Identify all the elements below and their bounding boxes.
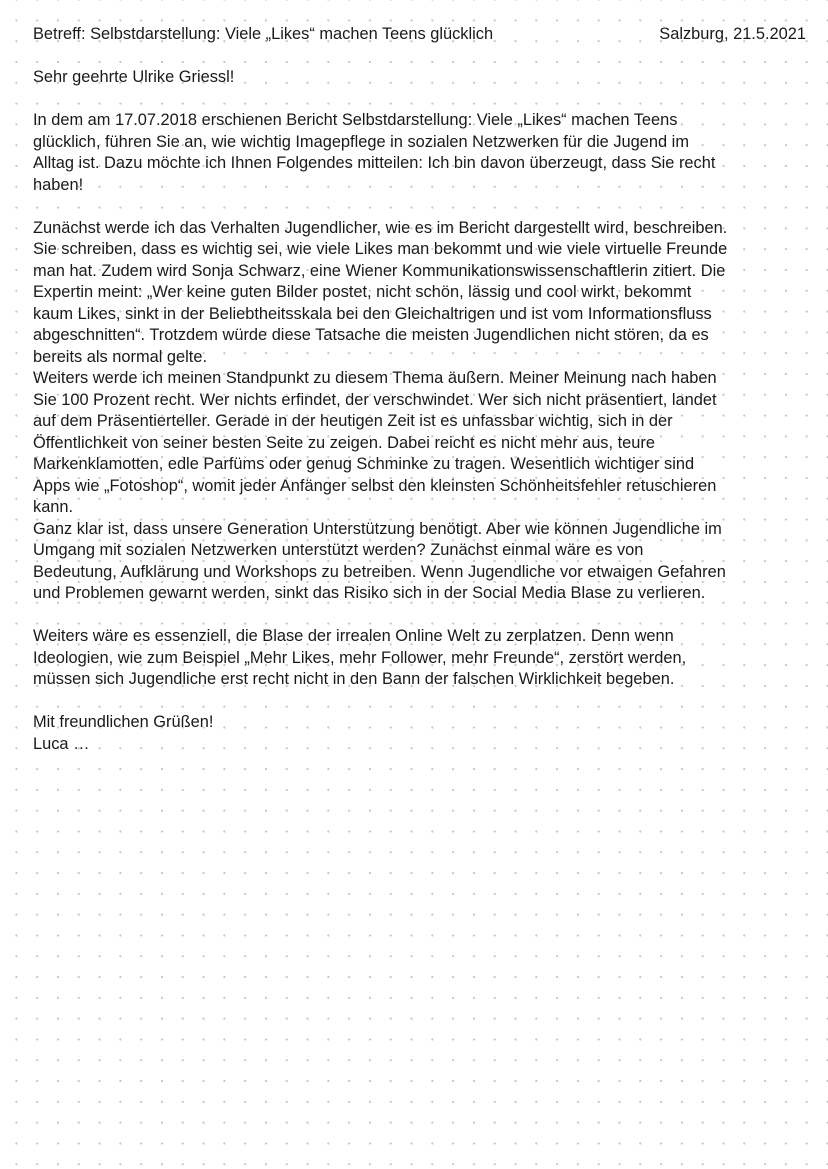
paragraph-line: kaum Likes, sinkt in der Beliebtheitsskala bei den Gleichaltrigen und ist vom Informationsfluss xyxy=(33,304,712,323)
subject-line: Betreff: Selbstdarstellung: Viele „Likes“ machen Teens glücklich xyxy=(33,25,494,43)
paragraph-line: Weiters wäre es essenziell, die Blase der irrealen Online Welt zu zerplatzen. Denn wenn xyxy=(33,627,674,645)
paragraph-5 xyxy=(33,626,806,691)
paragraph-line: Umgang mit sozialen Netzwerken unterstützt werden? Zunächst einmal wäre es von xyxy=(33,541,644,559)
paragraph-2 xyxy=(33,218,806,369)
paragraph-line: In dem am 17.07.2018 erschienen Bericht Selbstdarstellung: Viele „Likes“ machen Teens xyxy=(33,111,678,129)
paragraph-line: Zunächst werde ich das Verhalten Jugendlicher, wie es im Bericht dargestellt wird, beschreiben. xyxy=(33,218,728,237)
paragraph-line: Apps wie „Fotoshop“, womit jeder Anfänger selbst den kleinsten Schönheitsfehler retuschieren xyxy=(33,476,717,495)
paragraph-line: Ideologien, wie zum Beispiel „Mehr Likes, mehr Follower, mehr Freunde“, zerstört werden, xyxy=(33,648,687,667)
paragraph-line: haben! xyxy=(33,175,84,194)
salutation: Sehr geehrte Ulrike Griessl! xyxy=(33,68,235,86)
paragraph-line: Öffentlichkeit von seiner besten Seite zu zeigen. Dabei reicht es nicht mehr aus, teure xyxy=(33,433,655,452)
paragraph-line: Ganz klar ist, dass unsere Generation Unterstützung benötigt. Aber wie können Jugendliche im xyxy=(33,519,722,538)
paragraph-line: glücklich, führen Sie an, wie wichtig Imagepflege in sozialen Netzwerken für die Jugend im xyxy=(33,132,689,151)
paragraph-line: Sie 100 Prozent recht. Wer nichts erfindet, der verschwindet. Wer sich nicht präsentiert, landet xyxy=(33,390,717,409)
paragraph-line: Bedeutung, Aufklärung und Workshops zu betreiben. Wenn Jugendliche vor etwaigen Gefahren xyxy=(33,562,726,581)
place-date: Salzburg, 21.5.2021 xyxy=(659,25,806,43)
paragraph-line: Markenklamotten, edle Parfüms oder genug Schminke zu tragen. Wesentlich wichtiger sind xyxy=(33,455,695,473)
paragraph-line: Expertin meint: „Wer keine guten Bilder postet, nicht schön, lässig und cool wirkt, bekommt xyxy=(33,283,692,301)
signature: Luca … xyxy=(33,734,90,753)
paragraph-line: und Problemen gewarnt werden, sinkt das Risiko sich in der Social Media Blase zu verlieren. xyxy=(33,584,706,602)
paragraph-line: Sie schreiben, dass es wichtig sei, wie viele Likes man bekommt und wie viele virtuelle Freunde xyxy=(33,240,728,258)
paragraph-line: auf dem Präsentierteller. Gerade in der heutigen Zeit ist es unfassbar wichtig, sich in der xyxy=(33,412,673,430)
paragraph-line: kann. xyxy=(33,498,74,516)
paragraph-1 xyxy=(33,110,806,196)
paragraph-line: bereits als normal gelte. xyxy=(33,347,208,366)
closing: Mit freundlichen Grüßen! xyxy=(33,713,214,731)
paragraph-line: man hat. Zudem wird Sonja Schwarz, eine Wiener Kommunikationswissenschaftlerin zitiert. Die xyxy=(33,261,726,280)
paragraph-4 xyxy=(33,519,806,605)
paragraph-line: Weiters werde ich meinen Standpunkt zu diesem Thema äußern. Meiner Meinung nach haben xyxy=(33,369,717,387)
paragraph-line: abgeschnitten“. Trotzdem würde diese Tatsache die meisten Jugendlichen nicht stören, da es xyxy=(33,326,709,344)
paragraph-3 xyxy=(33,368,806,519)
letter-header xyxy=(33,24,806,46)
paragraph-line: Alltag ist. Dazu möchte ich Ihnen Folgendes mitteilen: Ich bin davon überzeugt, dass Sie recht xyxy=(33,154,716,172)
paragraph-line: müssen sich Jugendliche erst recht nicht in den Bann der falschen Wirklichkeit begeben. xyxy=(33,670,675,688)
